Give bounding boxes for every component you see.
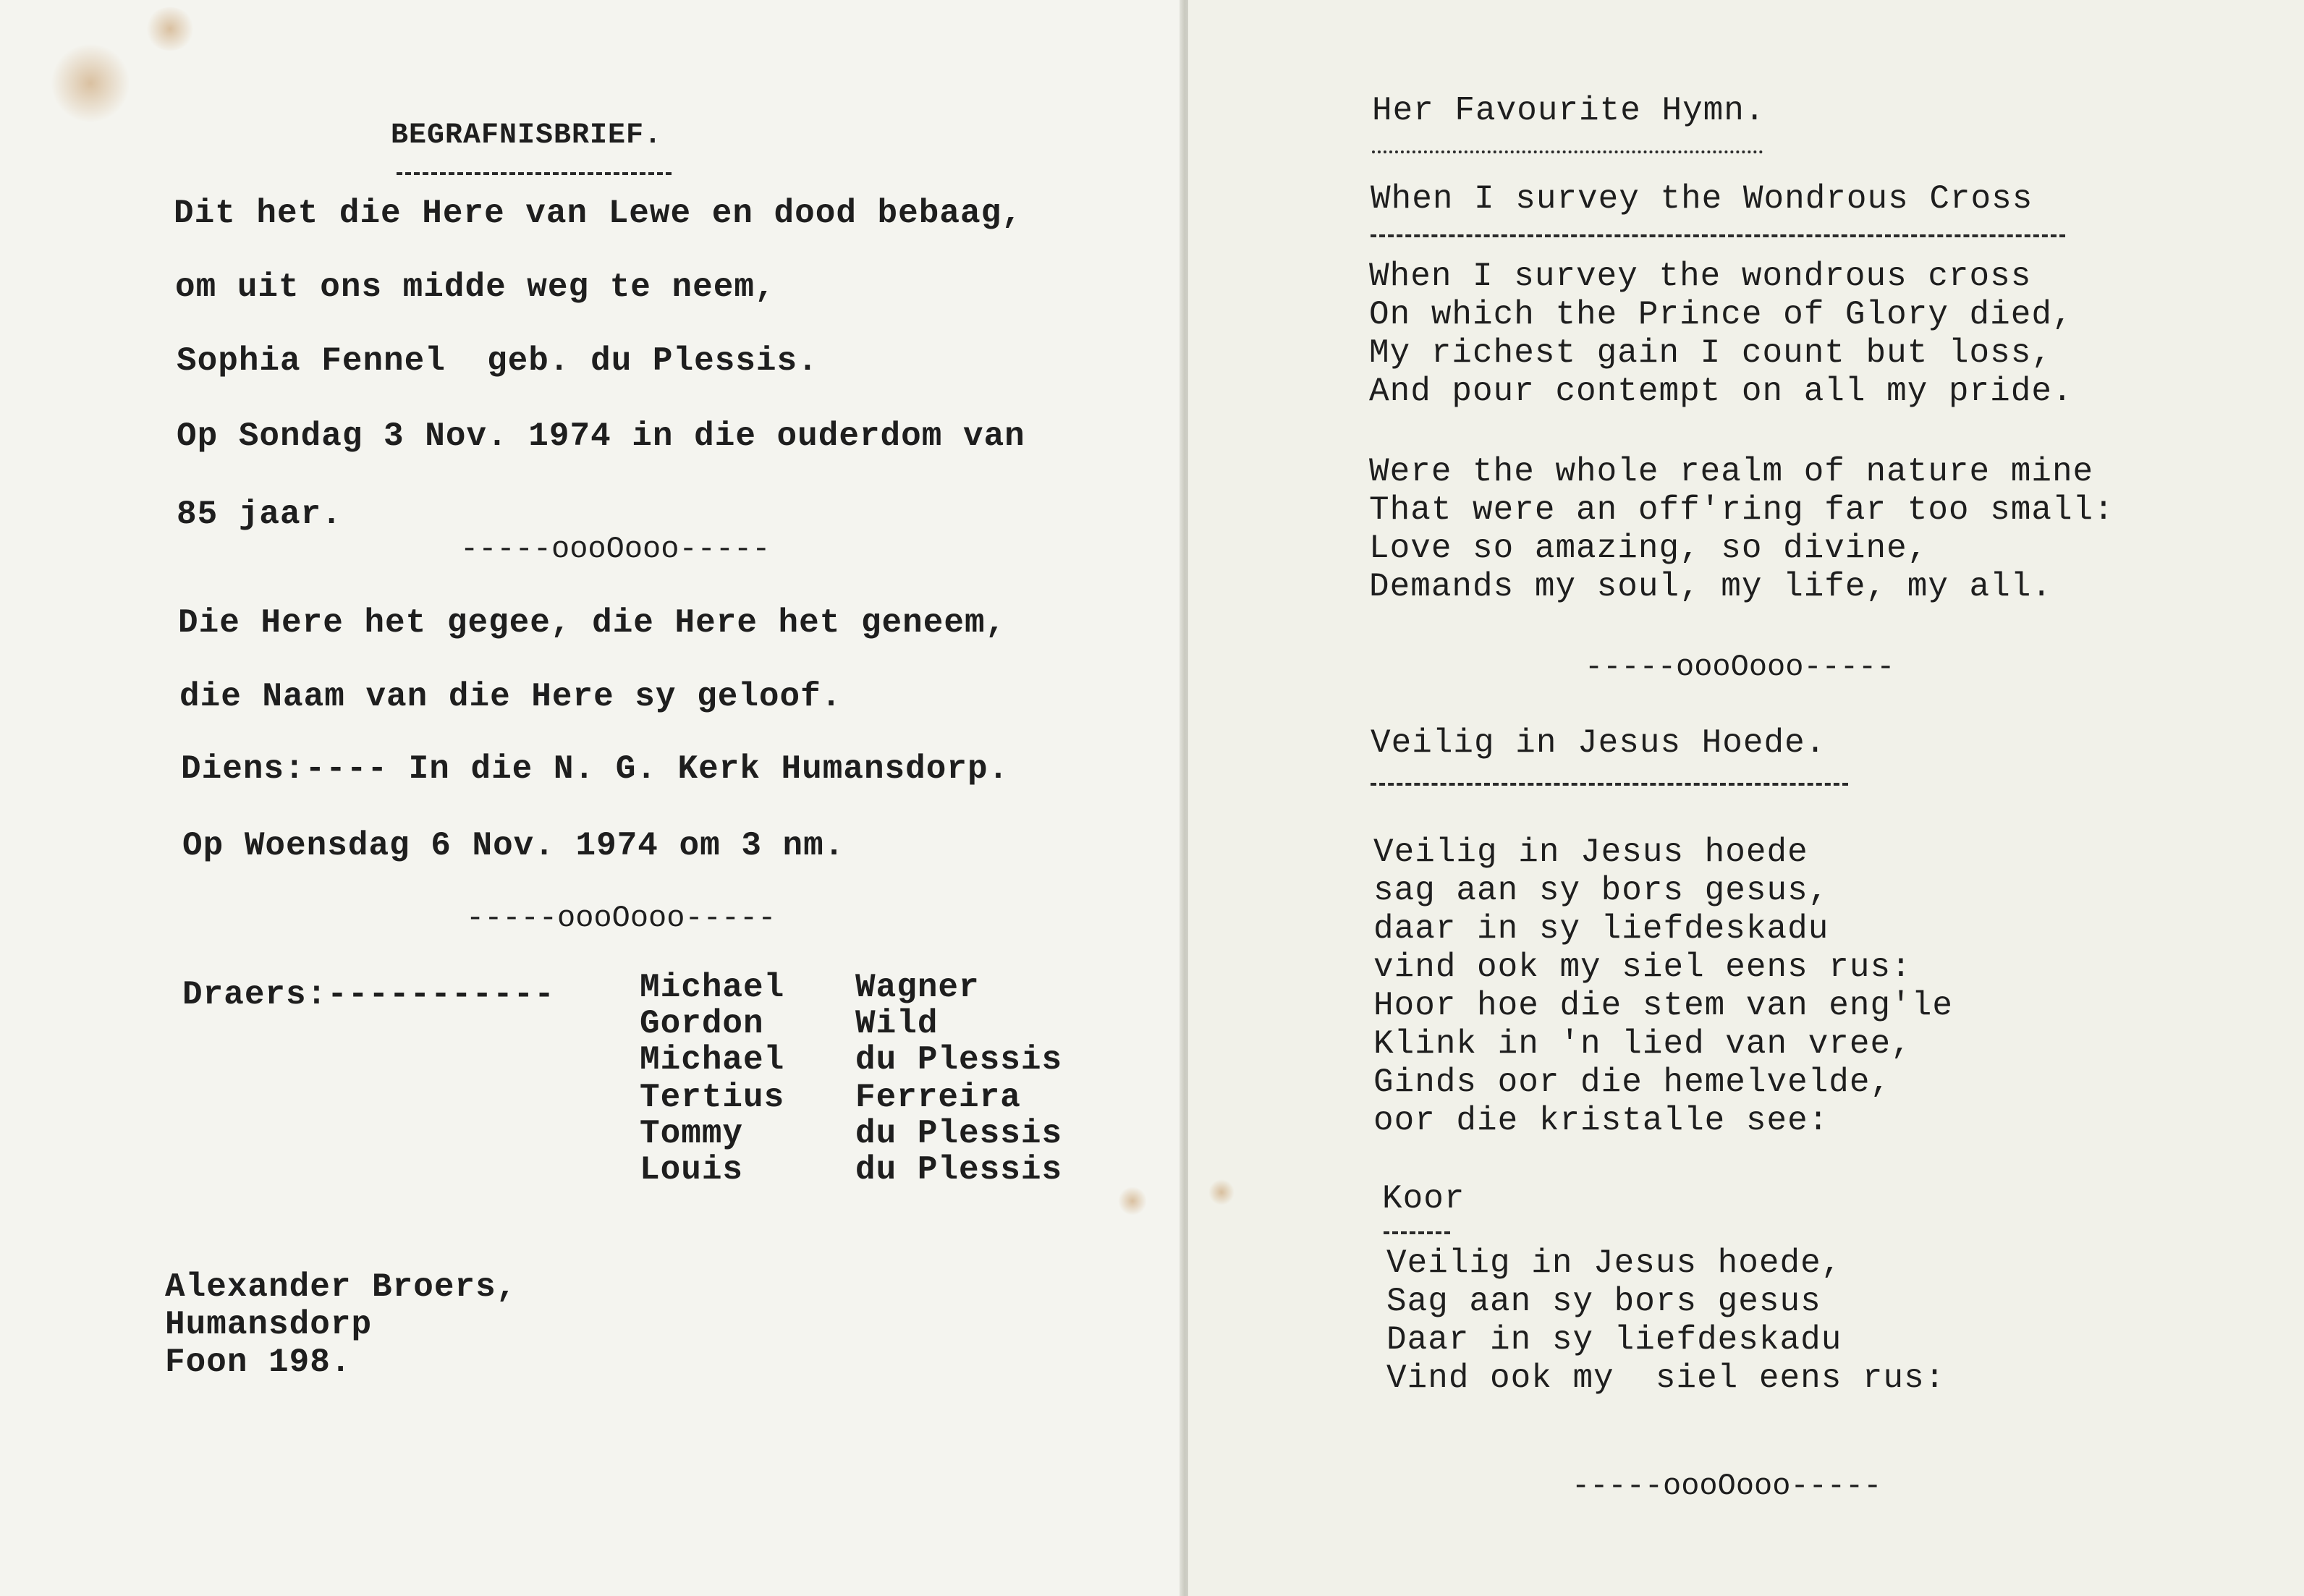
bearers-label: Draers:----------- [182, 976, 555, 1014]
service-line: Diens:---- In die N. G. Kerk Humansdorp. [181, 750, 1009, 788]
hymn1-title: When I survey the Wondrous Cross [1371, 180, 2033, 218]
hymn2-title-underline [1371, 783, 1848, 786]
bearer-last-name: Ferreira [855, 1079, 1021, 1116]
letter-title: BEGRAFNISBRIEF. [391, 119, 663, 152]
bearer-first-name: Tertius [640, 1079, 785, 1116]
bearer-first-name: Michael [640, 1041, 785, 1079]
intro-line: Dit het die Here van Lewe en dood bebaag, [174, 195, 1022, 232]
age-line: 85 jaar. [177, 496, 342, 533]
paper-stain [51, 43, 130, 123]
bearer-last-name: Wagner [855, 969, 980, 1006]
intro-line: Op Sondag 3 Nov. 1974 in die ouderdom van [177, 417, 1025, 455]
hymn-heading: Her Favourite Hymn. [1372, 92, 1766, 130]
separator: -----oooOooo----- [460, 532, 771, 566]
intro-line: om uit ons midde weg te neem, [175, 268, 776, 306]
hymn2-verse1: Veilig in Jesus hoede sag aan sy bors gesus, daar in sy liefdeskadu vind ook my siel eens rus: Hoor hoe die stem van eng'le Klink in 'n lied van vree, Ginds oor die hemelvelde, oor die kristalle see: [1373, 833, 1953, 1139]
bearer-first-name: Louis [640, 1151, 744, 1189]
chorus-label-underline [1384, 1231, 1450, 1234]
bearer-first-name: Michael [640, 969, 785, 1006]
paper-stain [1118, 1187, 1147, 1215]
hymn2-title: Veilig in Jesus Hoede. [1371, 724, 1826, 762]
bearer-first-name: Tommy [640, 1115, 744, 1153]
undertaker-phone: Foon 198. [165, 1344, 352, 1381]
chorus-label: Koor [1382, 1180, 1465, 1218]
undertaker-town: Humansdorp [165, 1306, 373, 1344]
hymn1-verse2: Were the whole realm of nature mine That were an off'ring far too small: Love so amazing, so divine, Demands my soul, my life, my all. [1369, 453, 2114, 606]
hymn1-verse1: When I survey the wondrous cross On which the Prince of Glory died, My richest gain I count but loss, And pour contempt on all my pride. [1369, 258, 2073, 410]
scripture-line: Die Here het gegee, die Here het geneem, [178, 604, 1007, 642]
heading-underline [1372, 150, 1763, 153]
scripture-line: die Naam van die Here sy geloof. [179, 678, 842, 716]
bearer-last-name: du Plessis [855, 1041, 1063, 1079]
right-page [1188, 0, 2304, 1596]
undertaker-name: Alexander Broers, [165, 1268, 517, 1306]
bearer-last-name: du Plessis [855, 1151, 1063, 1189]
separator: -----oooOooo----- [1572, 1469, 1882, 1503]
bearer-last-name: du Plessis [855, 1115, 1063, 1153]
paper-stain [145, 7, 195, 51]
deceased-name: Sophia Fennel geb. du Plessis. [177, 342, 818, 380]
bearer-last-name: Wild [855, 1005, 939, 1043]
chorus-text: Veilig in Jesus hoede, Sag aan sy bors gesus Daar in sy liefdeskadu Vind ook my siel eens rus: [1386, 1244, 1946, 1397]
hymn1-title-underline [1371, 234, 2065, 237]
service-date-line: Op Woensdag 6 Nov. 1974 om 3 nm. [182, 827, 845, 865]
paper-stain [1208, 1179, 1234, 1205]
separator: -----oooOooo----- [466, 901, 776, 935]
separator: -----oooOooo----- [1585, 650, 1895, 684]
bearer-first-name: Gordon [640, 1005, 764, 1043]
title-underline [397, 172, 672, 175]
